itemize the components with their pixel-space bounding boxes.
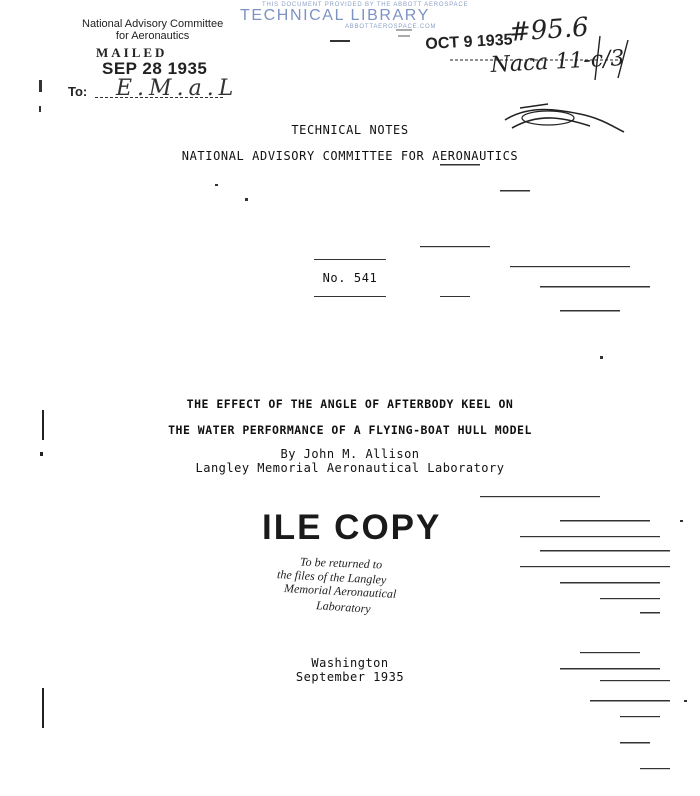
file-copy-stamp-line3: Memorial Aeronautical xyxy=(283,581,397,601)
report-title-line1: THE EFFECT OF THE ANGLE OF AFTERBODY KEEL ON xyxy=(186,397,514,411)
signature-mark xyxy=(505,104,624,132)
file-copy-stamp-line1: To be returned to xyxy=(299,554,383,572)
mail-stamp-to-handwritten: E.M.a.L xyxy=(116,76,239,101)
file-copy-stamp-heading: ILE COPY xyxy=(262,508,442,547)
watermark-provided-by: THIS DOCUMENT PROVIDED BY THE ABBOTT AEROSPACE xyxy=(262,2,469,8)
receipt-stamp-date: OCT 9 1935 xyxy=(425,31,513,53)
publication-city: Washington xyxy=(311,656,389,670)
pen-stroke xyxy=(595,36,600,80)
speckle-noise xyxy=(215,40,687,769)
watermark-title: TECHNICAL LIBRARY xyxy=(240,7,430,24)
author-line: By John M. Allison xyxy=(280,447,420,461)
mail-stamp-org-line2: for Aeronautics xyxy=(115,30,190,42)
report-title-line2: THE WATER PERFORMANCE OF A FLYING-BOAT HULL MODEL xyxy=(168,423,532,437)
watermark-url: ABBOTTAEROSPACE.COM xyxy=(345,24,437,30)
mail-stamp-mailed: MAILED xyxy=(96,45,168,60)
file-copy-stamp-line4: Laboratory xyxy=(315,598,372,616)
file-copy-stamp-line2: the files of the Langley xyxy=(276,567,387,587)
receipt-handwritten-number: #95.6 xyxy=(508,12,590,48)
mail-stamp-date: SEP 28 1935 xyxy=(102,59,208,78)
author-affiliation: Langley Memorial Aeronautical Laboratory xyxy=(195,461,505,475)
organization-heading: NATIONAL ADVISORY COMMITTEE FOR AERONAUTICS xyxy=(181,149,519,163)
binding-mark xyxy=(39,80,42,92)
series-heading: TECHNICAL NOTES xyxy=(291,123,409,137)
mail-stamp-org-line1: National Advisory Committee xyxy=(82,18,224,30)
pen-stroke xyxy=(618,40,628,78)
publication-date: September 1935 xyxy=(295,670,405,684)
mail-stamp-to-label: To: xyxy=(68,84,88,99)
stamp-residue xyxy=(396,30,412,36)
binding-mark xyxy=(42,410,44,440)
binding-mark xyxy=(39,106,41,112)
report-number: No. 541 xyxy=(322,271,378,285)
binding-mark xyxy=(40,452,43,456)
receipt-handwritten-ref: Naca 11-c/3 xyxy=(490,45,626,78)
binding-mark xyxy=(42,688,44,728)
